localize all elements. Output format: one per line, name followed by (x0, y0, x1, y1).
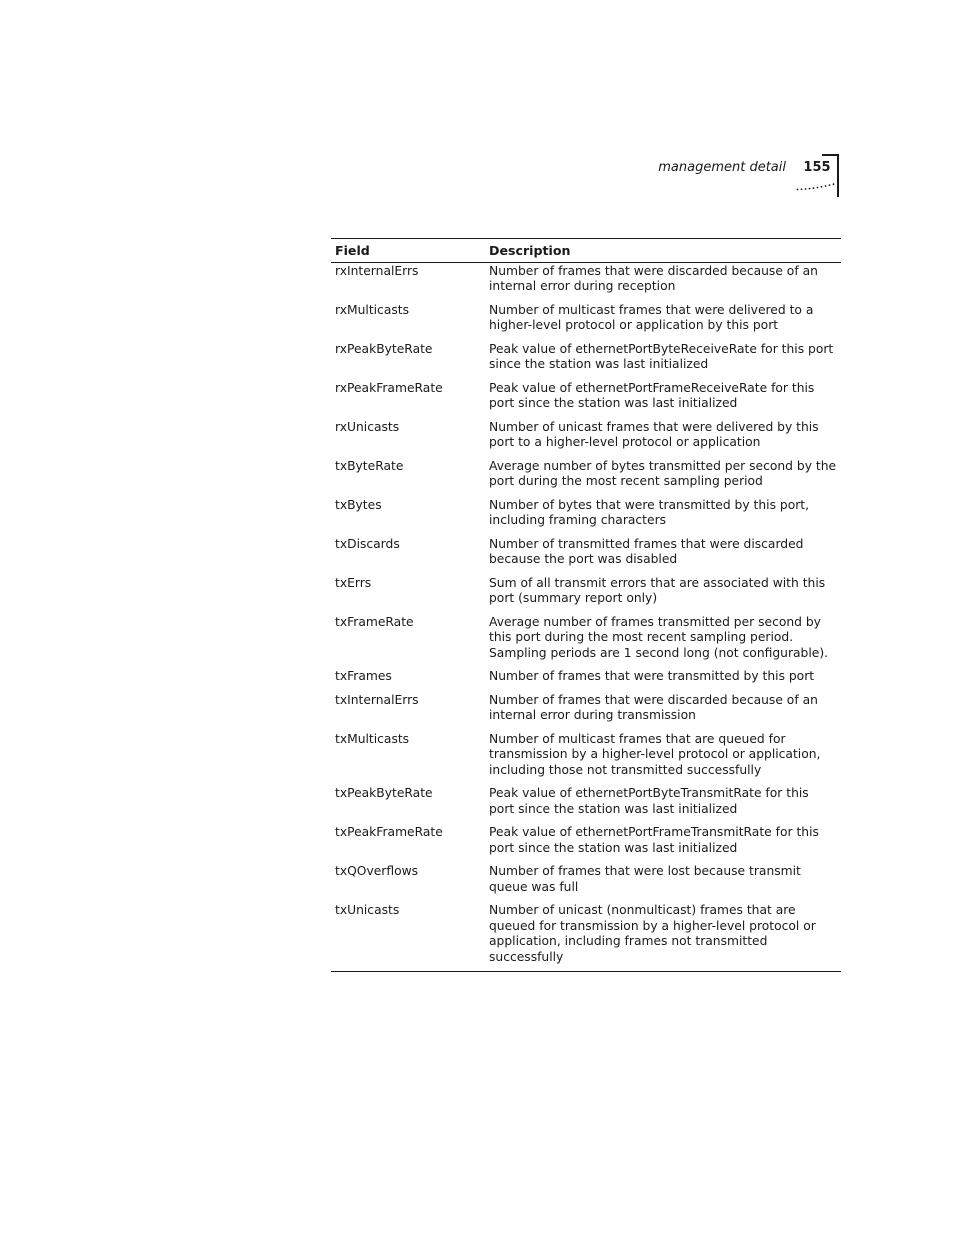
table-row (331, 342, 841, 381)
field-description-cell: Number of unicast (nonmulticast) frames that are queued for transmission by a higher-level protocol or application, including frames not transmitted successfully (485, 903, 841, 972)
field-description-cell: Number of bytes that were transmitted by this port, including framing characters (489, 497, 810, 527)
column-header-field: Field (331, 239, 485, 263)
field-name-cell: txErrs (335, 575, 372, 590)
field-description-cell: Number of multicast frames that were delivered to a higher-level protocol or application by this port (489, 302, 814, 332)
field-description-cell: Peak value of ethernetPortByteTransmitRate for this port since the station was last initialized (489, 786, 809, 816)
header-rule-tick (822, 154, 838, 156)
field-name-cell: rxPeakFrameRate (335, 380, 443, 395)
table-row (331, 864, 841, 903)
field-description-cell: Number of frames that were discarded because of an internal error during reception (489, 263, 818, 293)
field-description-cell: Number of multicast frames that are queued for transmission by a higher-level protocol or application, including those not transmitted successfully (489, 731, 821, 777)
field-description-cell: Number of frames that were transmitted by this port (489, 669, 815, 683)
table-row (331, 420, 841, 459)
field-description-cell: Average number of bytes transmitted per second by the port during the most recent sampling period (489, 458, 837, 488)
column-header-description: Description (485, 239, 841, 263)
field-name-cell: txInternalErrs (335, 692, 419, 707)
field-name-cell: rxPeakByteRate (335, 341, 433, 356)
field-description-cell: Peak value of ethernetPortByteReceiveRate for this port since the station was last initialized (489, 341, 834, 371)
field-name-cell: rxMulticasts (335, 302, 409, 317)
field-name-cell: txQOverflows (335, 864, 419, 878)
field-description-table (331, 238, 841, 972)
field-description-cell: Number of unicast frames that were delivered by this port to a higher-level protocol or application (489, 419, 819, 449)
table-body (331, 262, 841, 972)
field-description-cell: Sum of all transmit errors that are associated with this port (summary report only) (489, 575, 826, 605)
field-name-cell: txPeakFrameRate (335, 825, 443, 839)
page-number: 155 (803, 160, 831, 175)
table-row (331, 615, 841, 670)
header-vertical-rule (837, 154, 839, 197)
table-header-row (331, 239, 841, 263)
table-row (331, 459, 841, 498)
table-row (331, 537, 841, 576)
field-description-cell: Number of frames that were discarded because of an internal error during transmission (489, 692, 818, 722)
field-description-cell: Peak value of ethernetPortFrameTransmitRate for this port since the station was last initialized (489, 825, 819, 855)
table-row (331, 262, 841, 303)
table-row (331, 786, 841, 825)
field-description-cell: Peak value of ethernetPortFrameReceiveRate for this port since the station was last initialized (489, 380, 815, 410)
field-name-cell: rxInternalErrs (335, 263, 419, 278)
table-row (331, 669, 841, 693)
table-row (331, 903, 841, 972)
field-name-cell: txUnicasts (331, 903, 485, 972)
table-row (331, 303, 841, 342)
table-row (331, 498, 841, 537)
field-description-cell: Number of frames that were lost because transmit queue was full (489, 864, 801, 894)
field-name-cell: txMulticasts (335, 731, 410, 746)
field-description-cell: Average number of frames transmitted per second by this port during the most recent sampling period. Sampling periods are 1 second long (not configurable). (489, 614, 829, 660)
field-name-cell: rxUnicasts (335, 419, 400, 434)
field-name-cell: txPeakByteRate (335, 786, 433, 800)
table-row (331, 693, 841, 732)
header-dotted-ornament (796, 181, 836, 193)
running-header-title: management detail (658, 160, 786, 175)
field-name-cell: txBytes (335, 497, 382, 512)
table-row (331, 825, 841, 864)
field-description-cell: Number of transmitted frames that were discarded because the port was disabled (489, 536, 804, 566)
field-name-cell: txFrames (335, 669, 392, 683)
table-row (331, 732, 841, 787)
table-row (331, 576, 841, 615)
field-name-cell: txFrameRate (335, 614, 414, 629)
table-row (331, 381, 841, 420)
field-name-cell: txDiscards (335, 536, 400, 551)
field-name-cell: txByteRate (335, 458, 404, 473)
